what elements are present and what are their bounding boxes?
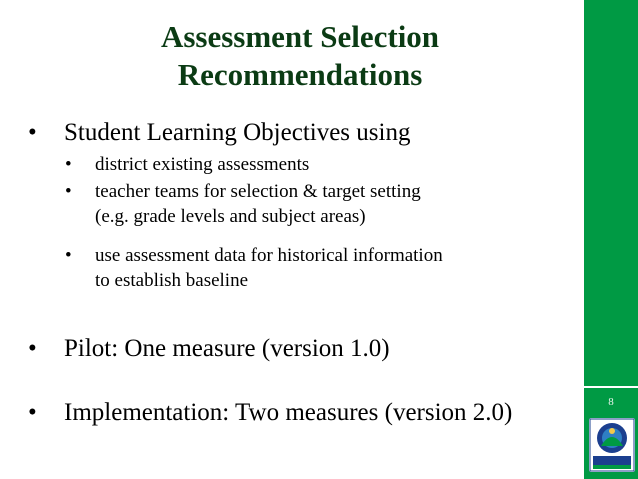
- bullet-text: Pilot: One measure (version 1.0): [64, 335, 390, 362]
- sub-bullet-line: (e.g. grade levels and subject areas): [95, 206, 366, 227]
- bullet-text: Implementation: Two measures (version 2.0): [64, 399, 513, 426]
- bullet-dot: •: [28, 119, 37, 146]
- bullet-dot: •: [28, 335, 37, 362]
- bullet-dot: •: [28, 399, 37, 426]
- slide-number: 8: [608, 396, 614, 408]
- bullet-text: Student Learning Objectives using: [64, 119, 411, 146]
- logo-graphic: [589, 418, 635, 472]
- title-line-1: Assessment Selection: [160, 19, 440, 54]
- sub-bullet-dot: •: [65, 245, 72, 266]
- sidebar-divider: [584, 386, 638, 388]
- education-logo-icon: [589, 418, 635, 472]
- sub-bullet-line: teacher teams for selection & target setting: [95, 181, 421, 202]
- slide-title: [60, 18, 540, 94]
- sub-bullet-line: use assessment data for historical information: [95, 245, 443, 266]
- sub-bullet-dot: •: [65, 181, 72, 202]
- sub-bullet-line: district existing assessments: [95, 154, 310, 175]
- sub-bullet-dot: •: [65, 154, 72, 175]
- title-line-2: Recommendations: [177, 57, 423, 92]
- sub-bullet-line: to establish baseline: [95, 270, 249, 291]
